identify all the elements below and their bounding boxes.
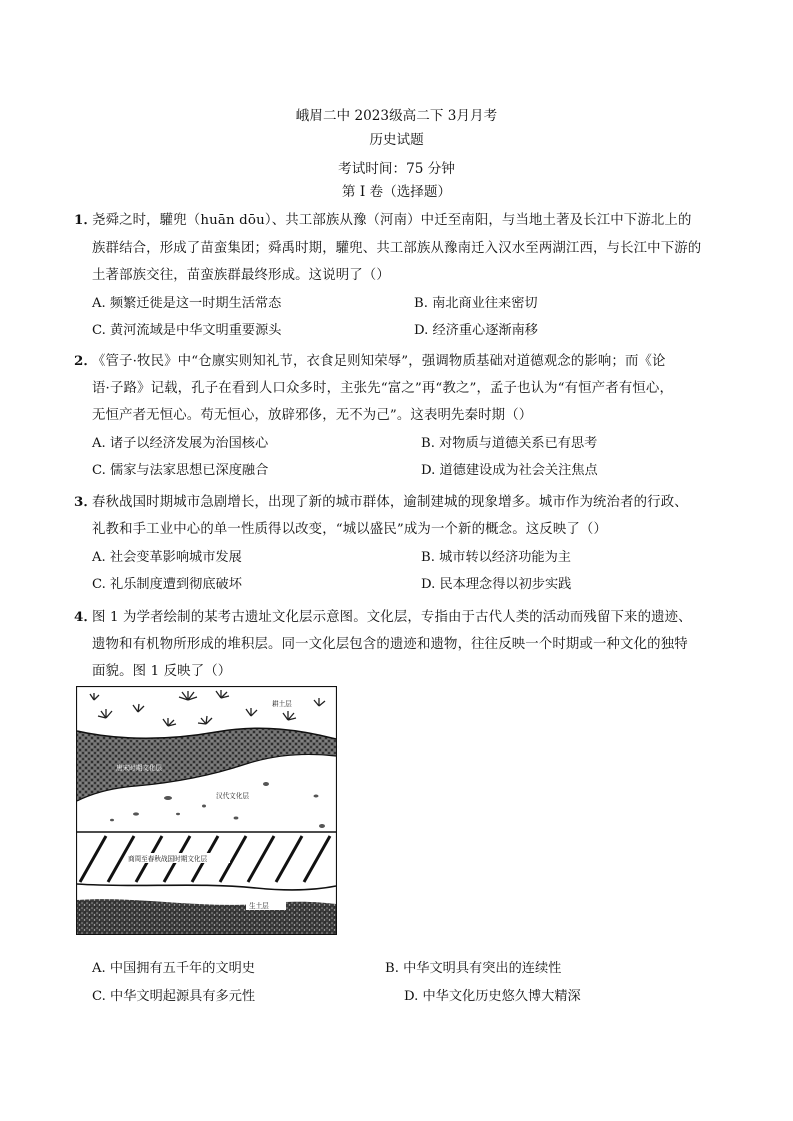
question-number: 2． xyxy=(74,353,98,369)
question-text-line: 无恒产者无恒心。苟无恒心，放辟邪侈，无不为己”。这表明先秦时期（） xyxy=(92,408,533,423)
question-text-line: 《管子·牧民》中“仓廪实则知礼节，衣食足则知荣辱”，强调物质基础对道德观念的影响；而《论 xyxy=(92,354,666,369)
question-text-line: 尧舜之时，驩兜（huān dōu）、共工部族从豫（河南）中迁至南阳，与当地土著及长江中下游北上的 xyxy=(92,213,692,228)
exam-title: 峨眉二中 2023级高二下 3月月考 xyxy=(295,108,498,124)
subject-title: 历史试题 xyxy=(369,132,424,148)
culture-layer-diagram xyxy=(76,686,337,935)
layer-label-shang-zhou: 商周至春秋战国时期文化层 xyxy=(128,855,208,863)
question-text-line: 土著部族交往，苗蛮族群最终形成。这说明了（） xyxy=(92,268,390,283)
option-c[interactable]: C. 儒家与法家思想已深度融合 xyxy=(92,463,269,478)
question-number: 1． xyxy=(74,212,98,228)
option-d[interactable]: D. 民本理念得以初步实践 xyxy=(421,577,572,592)
section-title: 第 I 卷（选择题） xyxy=(341,184,452,200)
layer-label-raw-soil: 生土层 xyxy=(249,902,269,910)
option-d[interactable]: D. 道德建设成为社会关注焦点 xyxy=(421,463,598,478)
question-number: 3． xyxy=(74,494,98,510)
option-d[interactable]: D. 中华文化历史悠久博大精深 xyxy=(404,989,581,1004)
option-c[interactable]: C. 礼乐制度遭到彻底破坏 xyxy=(92,577,242,592)
question-text-line: 礼教和手工业中心的单一性质得以改变，“城以盛民”成为一个新的概念。这反映了（） xyxy=(92,522,607,537)
option-b[interactable]: B. 南北商业往来密切 xyxy=(414,296,538,311)
layer-label-tang-song: 唐宋时期文化层 xyxy=(116,764,163,772)
question-number: 4． xyxy=(74,609,98,625)
option-a[interactable]: A. 社会变革影响城市发展 xyxy=(92,550,242,565)
question-text-line: 语·子路》记载，孔子在看到人口众多时，主张先“富之”再“教之”，孟子也认为“有恒产者有恒心， xyxy=(92,381,674,396)
question-text-line: 图 1 为学者绘制的某考古遗址文化层示意图。文化层，专指由于古代人类的活动而残留下来的遗迹、 xyxy=(92,610,692,625)
option-a[interactable]: A. 频繁迁徙是这一时期生活常态 xyxy=(92,296,282,311)
question-text-line: 遗物和有机物所形成的堆积层。同一文化层包含的遗迹和遗物，往往反映一个时期或一种文化的独特 xyxy=(92,637,688,652)
option-c[interactable]: C. 中华文明起源具有多元性 xyxy=(92,989,256,1004)
question-text-line: 族群结合，形成了苗蛮集团；舜禹时期，驩兜、共工部族从豫南迁入汉水至两湖江西，与长江中下游的 xyxy=(92,241,702,256)
option-b[interactable]: B. 城市转以经济功能为主 xyxy=(421,550,571,565)
option-c[interactable]: C. 黄河流域是中华文明重要源头 xyxy=(92,323,282,338)
exam-time: 考试时间：75 分钟 xyxy=(338,161,455,177)
question-text-line: 春秋战国时期城市急剧增长，出现了新的城市群体，逾制建城的现象增多。城市作为统治者的行政、 xyxy=(92,495,688,510)
option-b[interactable]: B. 对物质与道德关系已有思考 xyxy=(421,436,598,451)
option-a[interactable]: A. 诸子以经济发展为治国核心 xyxy=(92,436,269,451)
option-a[interactable]: A. 中国拥有五千年的文明史 xyxy=(92,961,255,976)
layer-label-han: 汉代文化层 xyxy=(216,792,249,800)
option-d[interactable]: D. 经济重心逐渐南移 xyxy=(414,323,538,338)
layer-label-topsoil: 耕土层 xyxy=(272,700,292,708)
raw-soil-layer xyxy=(77,899,336,934)
question-text-line: 面貌。图 1 反映了（） xyxy=(92,664,232,679)
option-b[interactable]: B. 中华文明具有突出的连续性 xyxy=(385,961,562,976)
